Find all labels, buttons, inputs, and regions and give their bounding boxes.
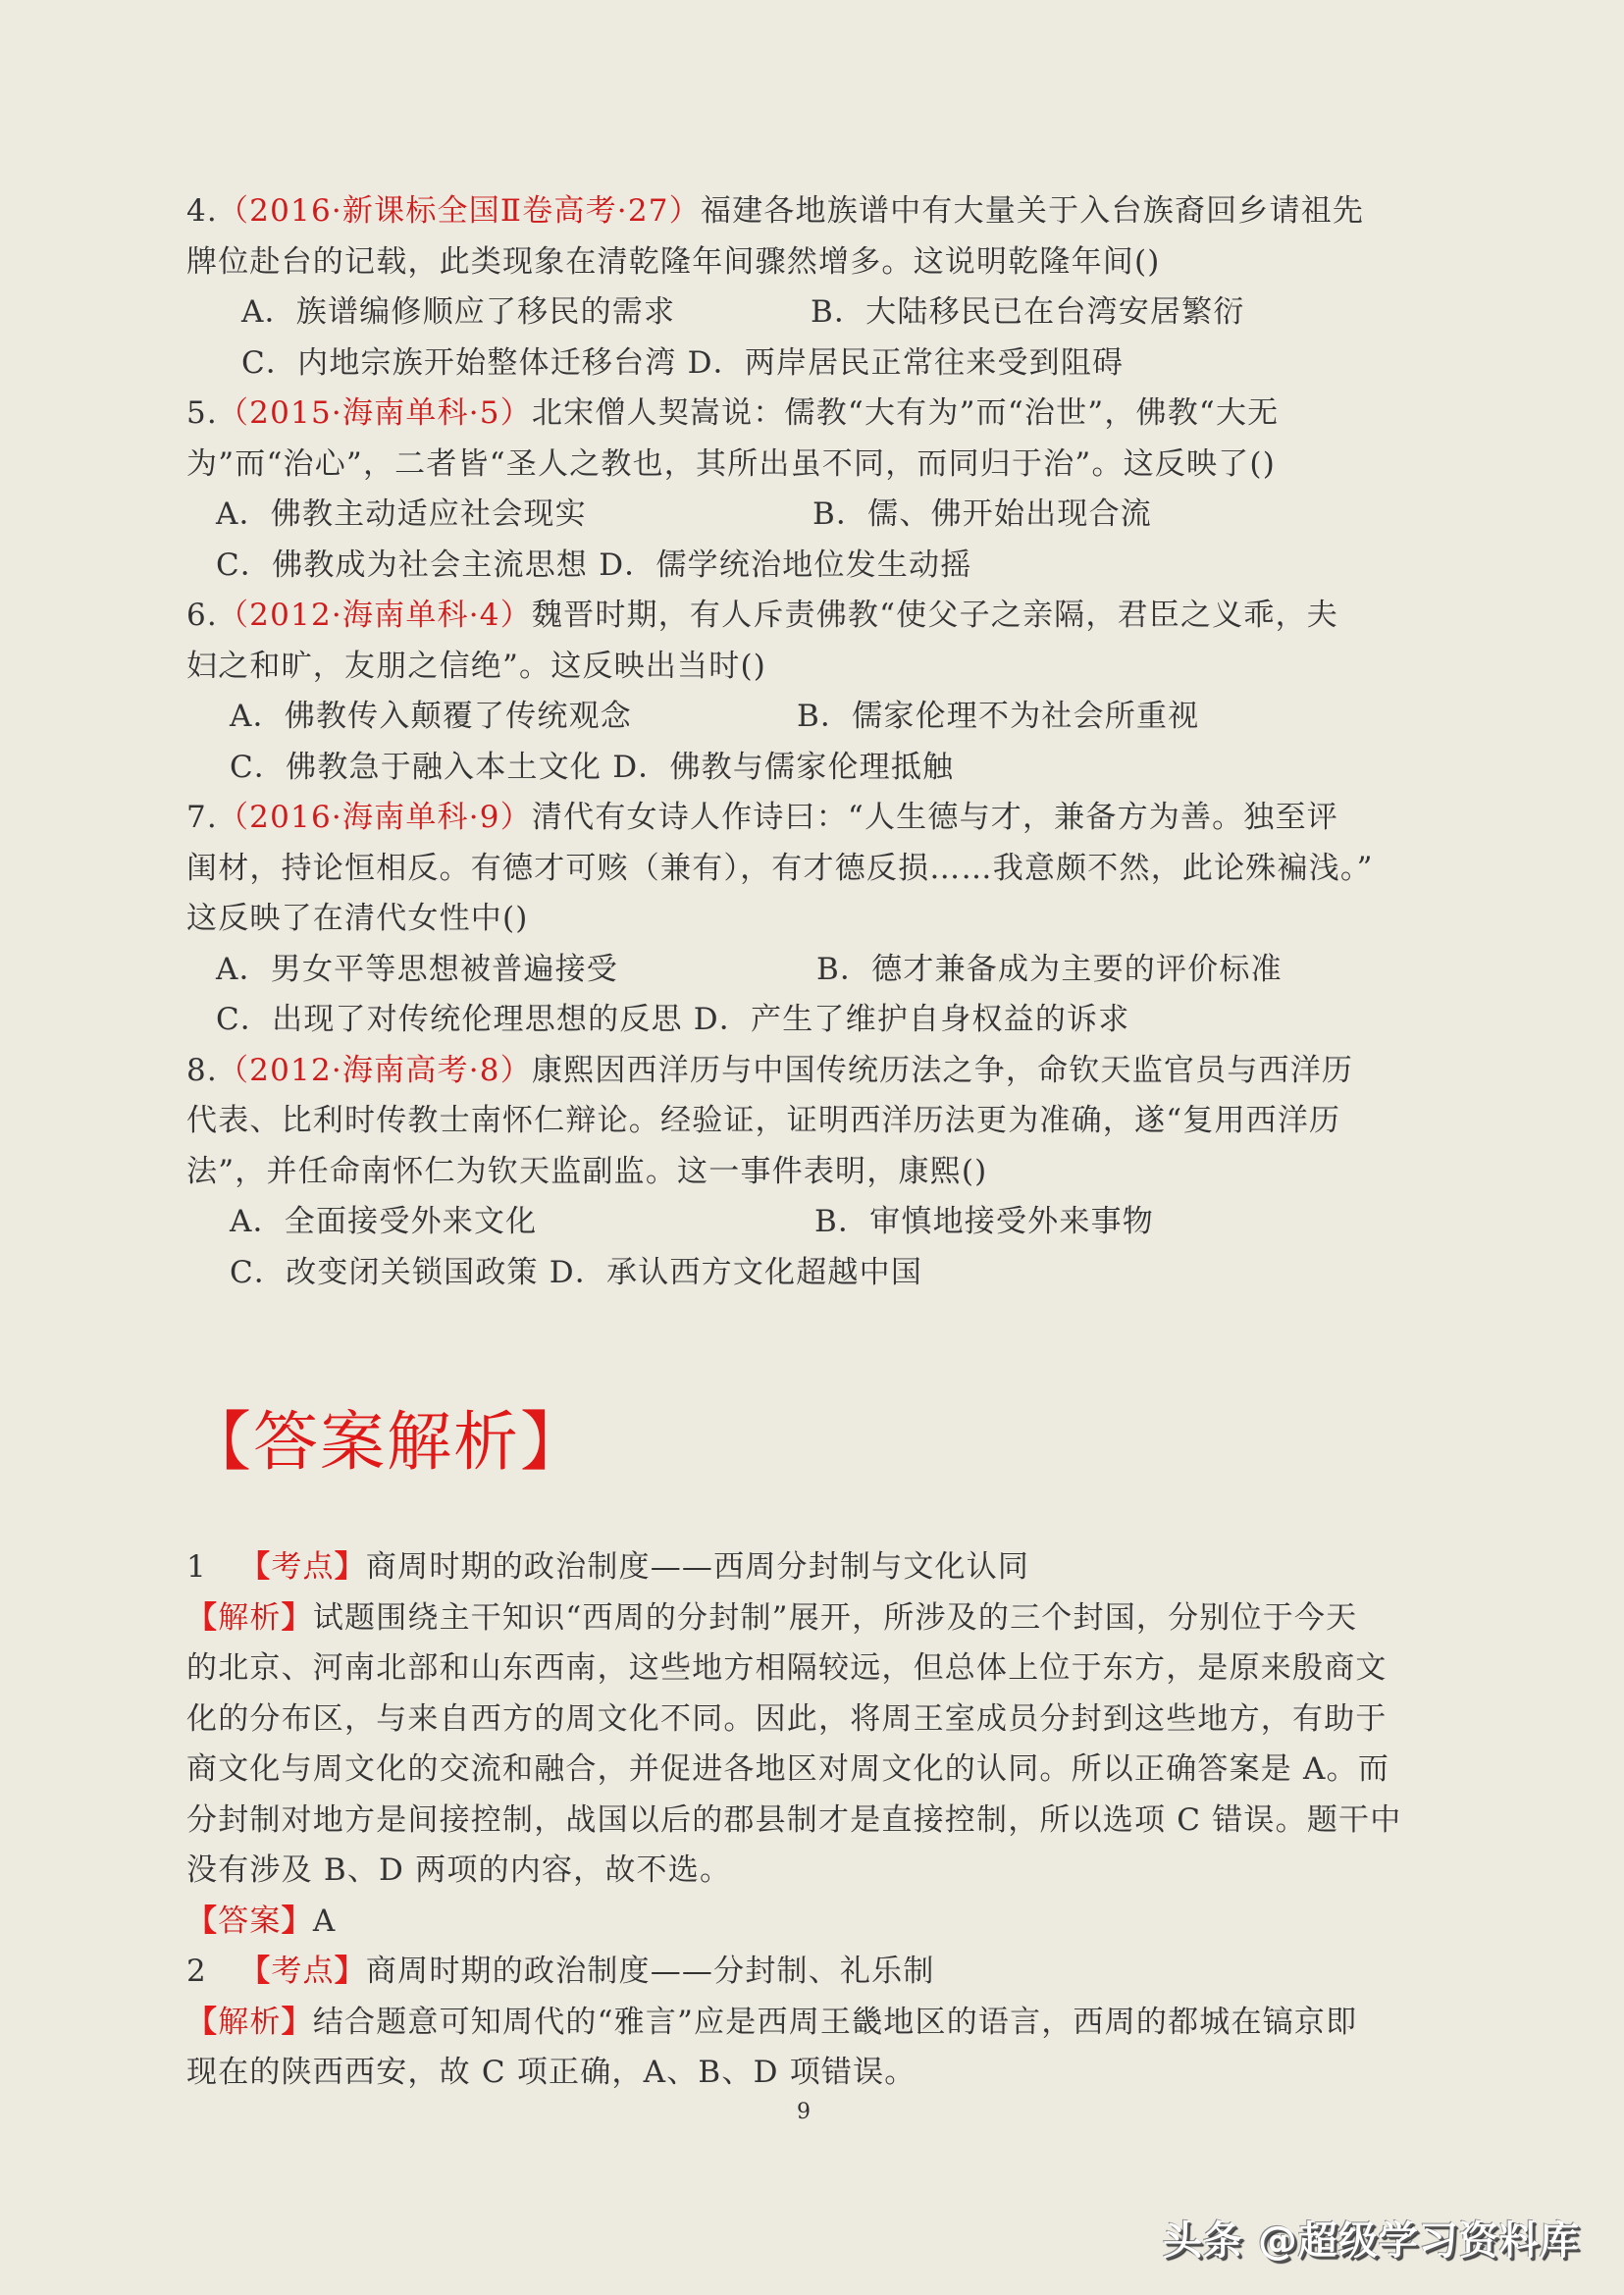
- question-stem-line: 为”而“治心”，二者皆“圣人之教也，其所出虽不同，而同归于治”。这反映了(): [186, 445, 1277, 482]
- answer-1: [186, 1542, 1442, 1947]
- options-row: [186, 945, 1442, 996]
- question-text: 北宋僧人契嵩说：儒教“大有为”而“治世”，佛教“大无: [531, 395, 1280, 431]
- jiexi-line: 现在的陕西西安，故 C 项正确，A、B、D 项错误。: [186, 2055, 917, 2090]
- option-d: D．产生了维护自身权益的诉求: [693, 1002, 1130, 1037]
- question-stem-line: [186, 793, 1442, 844]
- question-source: （2012·海南高考·8）: [217, 1052, 532, 1088]
- options-row: [186, 743, 1442, 794]
- questions-section: [186, 186, 1442, 1298]
- daan-line: [186, 1897, 1442, 1948]
- question-text: 清代有女诗人作诗曰：“人生德与才，兼备方为善。独至评: [531, 800, 1338, 835]
- options-row: [186, 490, 1442, 541]
- jiexi-line: [186, 1593, 1442, 1644]
- kaodian-text: 商周时期的政治制度——分封制、礼乐制: [365, 1954, 935, 1989]
- watermark-text: 头条 @超级学习资料库: [1163, 2218, 1580, 2264]
- question-7: [186, 793, 1442, 1046]
- answer-section-title: 【答案解析】: [186, 1404, 587, 1480]
- jiexi-text: 结合题意可知周代的“雅言”应是西周王畿地区的语言，西周的都城在镐京即: [312, 2004, 1358, 2040]
- question-text: 康熙因西洋历与中国传统历法之争，命钦天监官员与西洋历: [531, 1052, 1354, 1088]
- question-5: [186, 389, 1442, 591]
- kaodian-tag: 【考点】: [239, 1954, 366, 1989]
- question-stem-line: [186, 389, 1442, 440]
- option-a: A．男女平等思想被普遍接受: [216, 951, 618, 987]
- option-a: A．佛教传入颠覆了传统观念: [230, 699, 632, 734]
- kaodian-line: [186, 1542, 1442, 1593]
- answer-2: [186, 1947, 1442, 2099]
- option-c: C．改变闭关锁国政策: [230, 1254, 539, 1290]
- jiexi-text: 试题围绕主干知识“西周的分封制”展开，所涉及的三个封国，分别位于今天: [312, 1599, 1358, 1636]
- jiexi-tag: 【解析】: [186, 2004, 313, 2040]
- page-number: 9: [797, 2100, 811, 2124]
- question-source: （2016·新课标全国Ⅱ卷高考·27）: [217, 193, 701, 229]
- kaodian-line: [186, 1947, 1442, 1998]
- jiexi-line: 化的分布区，与来自西方的周文化不同。因此，将周王室成员分封到这些地方，有助于: [186, 1700, 1388, 1737]
- option-c: C．出现了对传统伦理思想的反思: [216, 1002, 683, 1037]
- daan-text: A: [312, 1903, 337, 1939]
- kaodian-text: 商周时期的政治制度——西周分封制与文化认同: [365, 1549, 1030, 1585]
- question-source: （2012·海南单科·4）: [217, 598, 532, 633]
- kaodian-tag: 【考点】: [239, 1549, 366, 1585]
- question-text: 福建各地族谱中有大量关于入台族裔回乡请祖先: [700, 193, 1365, 229]
- question-stem-line: 牌位赴台的记载，此类现象在清乾隆年间骤然增多。这说明乾隆年间(): [186, 243, 1161, 280]
- question-number: 8.: [186, 1052, 218, 1088]
- question-number: 6.: [186, 598, 218, 633]
- option-b: B．德才兼备成为主要的评价标准: [816, 951, 1283, 987]
- option-a: A．族谱编修顺应了移民的需求: [241, 294, 676, 330]
- jiexi-line: 的北京、河南北部和山东西南，这些地方相隔较远，但总体上位于东方，是原来殷商文: [186, 1650, 1388, 1686]
- options-row: [186, 339, 1442, 390]
- jiexi-line: 商文化与周文化的交流和融合，并促进各地区对周文化的认同。所以正确答案是 A。而: [186, 1751, 1390, 1787]
- jiexi-line: 分封制对地方是间接控制，战国以后的郡县制才是直接控制，所以选项 C 错误。题干中: [186, 1801, 1402, 1838]
- option-d: D．佛教与儒家伦理抵触: [612, 749, 955, 785]
- jiexi-tag: 【解析】: [186, 1599, 313, 1636]
- jiexi-line: [186, 1998, 1442, 2049]
- option-b: B．儒家伦理不为社会所重视: [797, 699, 1200, 734]
- option-c: C．佛教成为社会主流思想: [216, 547, 589, 583]
- question-4: [186, 186, 1442, 389]
- question-stem-line: [186, 1046, 1442, 1097]
- question-stem-line: 代表、比利时传教士南怀仁辩论。经验证，证明西洋历法更为准确，遂“复用西洋历: [186, 1103, 1341, 1138]
- options-row: [186, 287, 1442, 339]
- daan-tag: 【答案】: [186, 1903, 313, 1939]
- question-source: （2015·海南单科·5）: [217, 395, 532, 431]
- question-text: 魏晋时期，有人斥责佛教“使父子之亲隔，君臣之义乖，夫: [531, 598, 1338, 633]
- question-number: 7.: [186, 800, 218, 835]
- question-stem-line: 这反映了在清代女性中(): [186, 901, 529, 936]
- options-row: [186, 692, 1442, 743]
- question-stem-line: 闺材，持论恒相反。有德才可赅（兼有），有才德反损……我意颇不然，此论殊褊浅。”: [186, 850, 1374, 886]
- question-6: [186, 591, 1442, 793]
- option-d: D．两岸居民正常往来受到阻碍: [687, 344, 1125, 381]
- option-b: B．审慎地接受外来事物: [814, 1204, 1154, 1239]
- question-stem-line: [186, 591, 1442, 642]
- option-d: D．承认西方文化超越中国: [549, 1254, 923, 1290]
- options-row: [186, 541, 1442, 592]
- question-stem-line: 妇之和旷，友朋之信绝”。这反映出当时(): [186, 648, 767, 684]
- jiexi-line: 没有涉及 B、D 两项的内容，故不选。: [186, 1852, 732, 1888]
- options-row: [186, 1197, 1442, 1248]
- answer-number: 1: [186, 1549, 207, 1585]
- options-row: [186, 995, 1442, 1046]
- question-stem-line: [186, 186, 1442, 237]
- answer-number: 2: [186, 1954, 207, 1989]
- option-b: B．儒、佛开始出现合流: [812, 496, 1152, 532]
- option-b: B．大陆移民已在台湾安居繁衍: [811, 294, 1245, 330]
- question-8: [186, 1046, 1442, 1299]
- option-a: A．佛教主动适应社会现实: [216, 496, 587, 532]
- options-row: [186, 1248, 1442, 1299]
- answers-section: [186, 1542, 1442, 2099]
- question-stem-line: 法”，并任命南怀仁为钦天监副监。这一事件表明，康熙(): [186, 1153, 988, 1189]
- question-number: 5.: [186, 395, 218, 431]
- option-a: A．全面接受外来文化: [230, 1204, 538, 1239]
- option-c: C．内地宗族开始整体迁移台湾: [241, 344, 677, 381]
- option-c: C．佛教急于融入本土文化: [230, 749, 602, 785]
- question-source: （2016·海南单科·9）: [217, 800, 532, 835]
- option-d: D．儒学统治地位发生动摇: [599, 547, 972, 583]
- question-number: 4.: [186, 193, 218, 229]
